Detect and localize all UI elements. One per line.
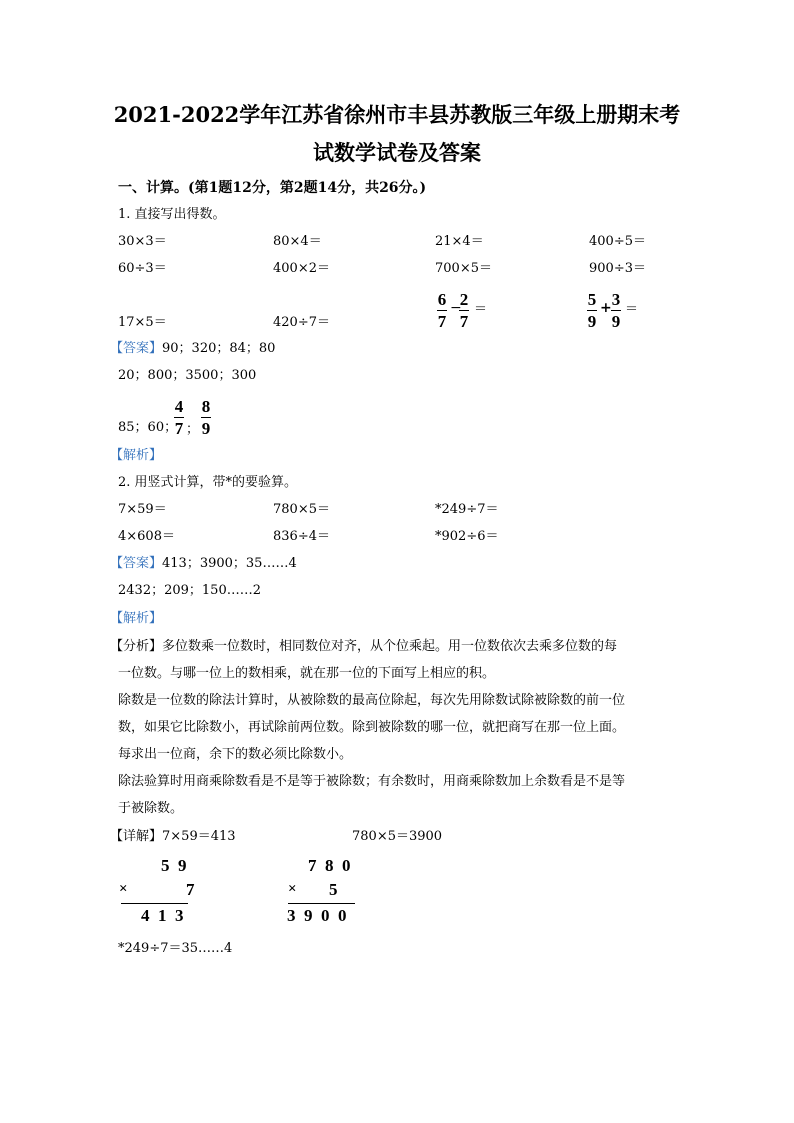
detail-eq: 7×59＝413 [162, 829, 236, 844]
calc-line [288, 903, 355, 904]
q1-item: 17×5＝ [118, 315, 167, 330]
analysis-label: 【解析】 [110, 611, 163, 626]
q1-item: 60÷3＝ [118, 261, 167, 276]
minus-operator: − [450, 300, 462, 316]
q1-item: 420÷7＝ [273, 315, 330, 330]
numerator: 3 [611, 290, 621, 309]
q1-item: 700×5＝ [435, 261, 492, 276]
q2-item: *249÷7＝ [435, 502, 499, 517]
separator: ； [186, 422, 200, 437]
analysis-line: 【分析】多位数乘一位数时，相同数位对齐，从个位乘起。用一位数依次去乘多位数的每 [110, 639, 618, 654]
denominator: 9 [611, 312, 621, 331]
denominator: 7 [174, 419, 184, 438]
q2-answer [110, 556, 297, 572]
fraction [459, 290, 469, 331]
analysis-label: 【解析】 [110, 448, 163, 463]
answer-fraction [174, 397, 184, 438]
fraction [611, 290, 621, 331]
q1-answer [110, 341, 275, 357]
q1-item: 30×3＝ [118, 234, 167, 249]
detail-eq: 780×5＝3900 [352, 829, 443, 844]
calc-result: 3 9 0 0 [287, 906, 347, 925]
calc-result: 4 1 3 [141, 906, 184, 925]
q1-item: 900÷3＝ [589, 261, 646, 276]
denominator: 9 [201, 419, 211, 438]
section-heading: 一、计算。(第1题12分，第2题14分，共26分。) [118, 180, 427, 196]
detail-line [110, 829, 236, 845]
calc-line [121, 903, 188, 904]
answer-text: 90；320；84；80 [162, 341, 276, 356]
q2-prompt: 2. 用竖式计算，带*的要验算。 [118, 475, 298, 490]
calc-multiplier: 5 [329, 880, 338, 899]
document-title-line1: 2021-2022学年江苏省徐州市丰县苏教版三年级上册期末考 [113, 102, 681, 127]
analysis-line: 于被除数。 [118, 801, 184, 816]
multiply-sign: × [119, 881, 128, 897]
multiply-sign: × [288, 881, 297, 897]
q2-answer-line2: 2432；209；150……2 [118, 583, 261, 598]
calc-multiplier: 7 [186, 880, 195, 899]
denominator: 7 [437, 312, 447, 331]
numerator: 5 [587, 290, 597, 309]
q1-item: 21×4＝ [435, 234, 484, 249]
calc-top-number: 7 8 0 [308, 856, 351, 875]
q2-item: 836÷4＝ [273, 529, 330, 544]
analysis-line: 一位数。与哪一位上的数相乘，就在那一位的下面写上相应的积。 [118, 666, 496, 681]
equals-sign: ＝ [474, 302, 488, 317]
fraction [437, 290, 447, 331]
q1-item: 400÷5＝ [589, 234, 646, 249]
q2-item: *902÷6＝ [435, 529, 499, 544]
calc-top-number: 5 9 [161, 856, 187, 875]
numerator: 4 [174, 397, 184, 416]
denominator: 9 [587, 312, 597, 331]
document-title-line2: 试数学试卷及答案 [313, 140, 481, 165]
answer-fraction [201, 397, 211, 438]
q1-answer-line3: 85；60； [118, 420, 178, 435]
answer-label: 【答案】 [110, 556, 163, 571]
q1-answer-line2: 20；800；3500；300 [118, 368, 257, 383]
plus-operator: + [600, 300, 612, 316]
analysis-line: 除法验算时用商乘除数看是不是等于被除数；有余数时，用商乘除数加上余数看是不是等 [118, 774, 626, 789]
analysis-line: 数，如果它比除数小，再试除前两位数。除到被除数的哪一位，就把商写在那一位上面。 [118, 720, 626, 735]
q2-item: 4×608＝ [118, 529, 175, 544]
numerator: 2 [459, 290, 469, 309]
q2-item: 780×5＝ [273, 502, 330, 517]
denominator: 7 [459, 312, 469, 331]
answer-label: 【答案】 [110, 341, 163, 356]
q2-item: 7×59＝ [118, 502, 167, 517]
q1-prompt: 1. 直接写出得数。 [118, 207, 226, 222]
answer-text: 413；3900；35……4 [162, 556, 297, 571]
numerator: 6 [437, 290, 447, 309]
detail-eq: *249÷7＝35……4 [118, 941, 233, 956]
detail-label: 【详解】 [110, 829, 163, 844]
numerator: 8 [201, 397, 211, 416]
analysis-line: 除数是一位数的除法计算时，从被除数的最高位除起，每次先用除数试除被除数的前一位 [118, 693, 626, 708]
analysis-line: 每求出一位商，余下的数必须比除数小。 [118, 747, 353, 762]
q1-item: 400×2＝ [273, 261, 330, 276]
q1-item: 80×4＝ [273, 234, 322, 249]
equals-sign: ＝ [625, 302, 639, 317]
fraction [587, 290, 597, 331]
